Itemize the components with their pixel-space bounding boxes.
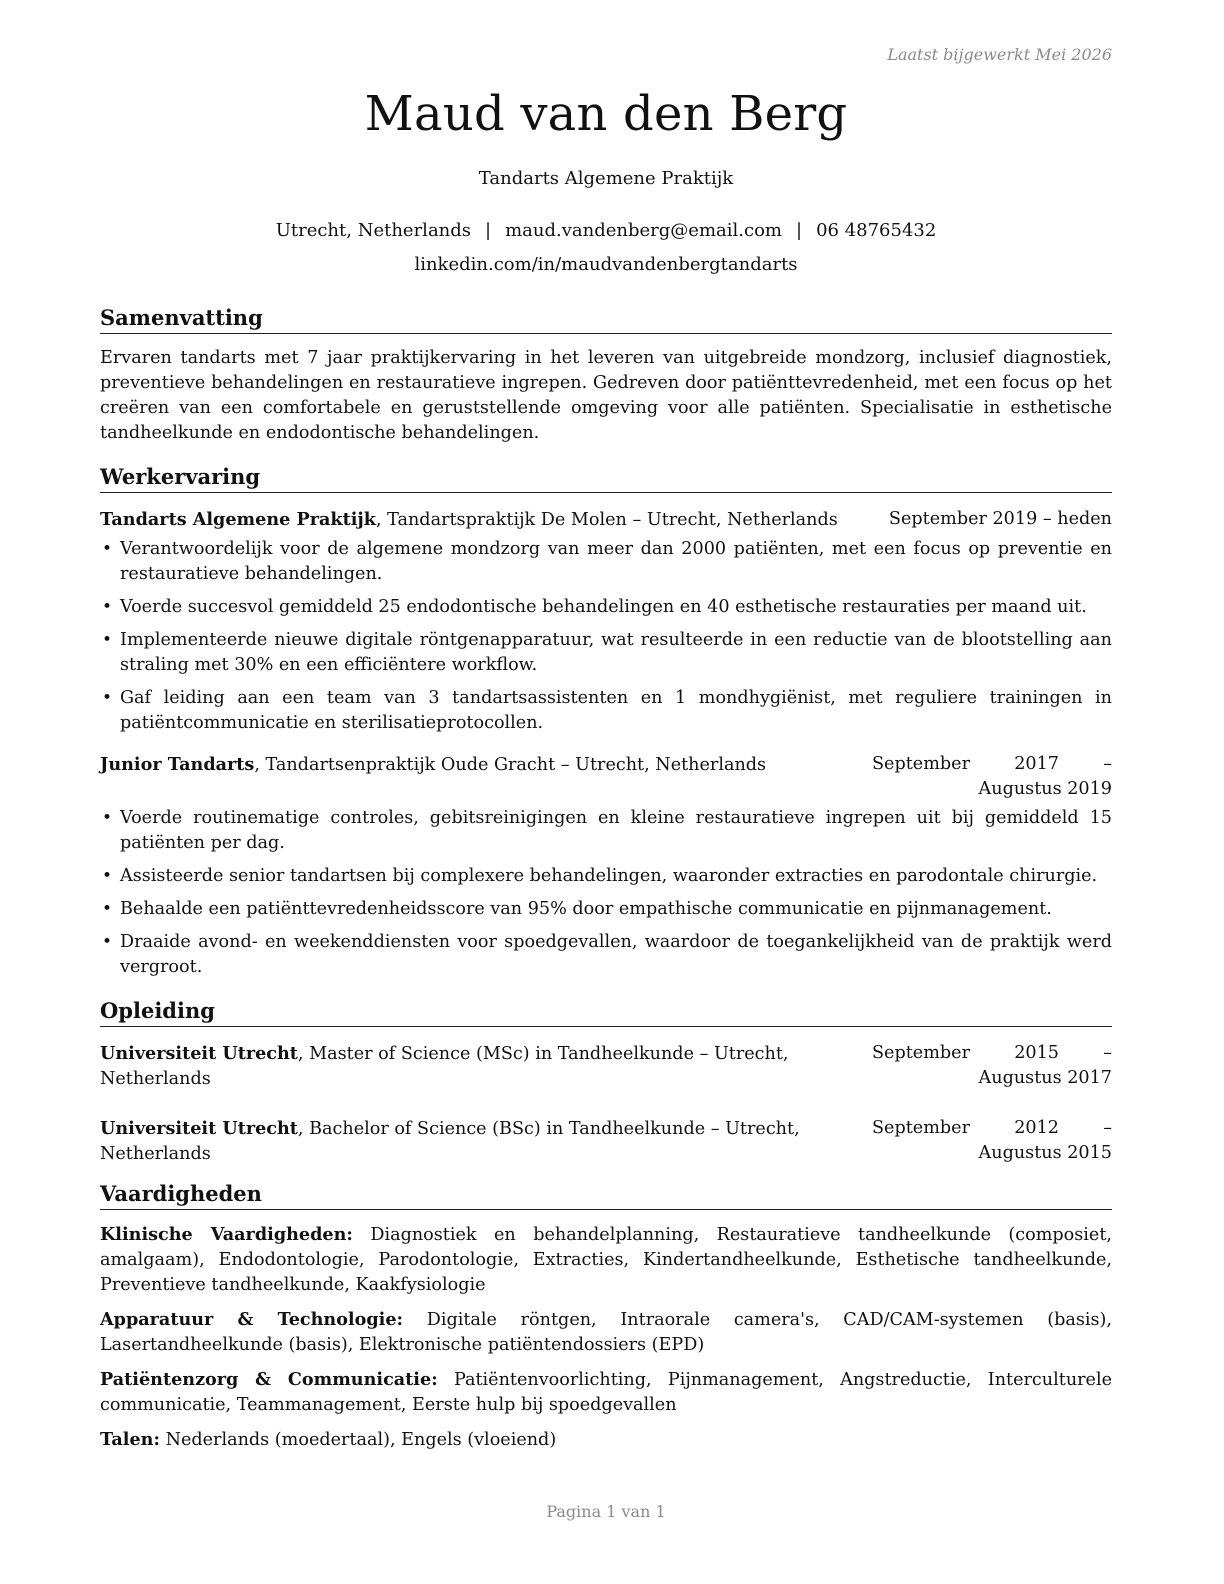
- job-header: [100, 752, 1112, 802]
- linkedin-link[interactable]: linkedin.com/in/maudvandenbergtandarts: [414, 254, 798, 275]
- bullet-icon: •: [102, 899, 113, 919]
- education-title-line: [100, 1116, 872, 1167]
- list-item: [100, 930, 1112, 980]
- bullet-icon: •: [102, 866, 113, 886]
- list-item: [100, 897, 1112, 922]
- skill-group: [100, 1222, 1112, 1298]
- job-dates: September 2019 – heden: [888, 509, 1112, 529]
- education-dates: September 2015 – Augustus 2017: [872, 1043, 1112, 1088]
- contact-separator: |: [485, 220, 492, 241]
- section-title-experience: Werkervaring: [100, 463, 1112, 493]
- bullet-text: Behaalde een patiënttevredenheidsscore van 95% door empathische communicatie en pijnmanagement.: [120, 899, 1052, 919]
- job-role: Junior Tandarts: [100, 754, 255, 775]
- education-entry: [100, 1041, 1112, 1092]
- bullet-text: Voerde routinematige controles, gebitsreinigingen en kleine restauratieve ingrepen uit bij gemiddeld 15 patiënten per dag.: [120, 808, 1112, 853]
- education-title-line: [100, 1041, 872, 1092]
- resume-page: [100, 0, 1112, 1584]
- skill-text: Digitale röntgen, Intraorale camera's, CAD/CAM-systemen (basis), Lasertandheelkunde (basis), Elektronische patiëntendossiers (EPD): [100, 1310, 1112, 1355]
- bullet-icon: •: [102, 597, 113, 617]
- list-item: [100, 686, 1112, 736]
- list-item: [100, 628, 1112, 678]
- list-item: [100, 864, 1112, 889]
- job-title-line: [100, 752, 872, 778]
- skill-text: Nederlands (moedertaal), Engels (vloeiend): [165, 1430, 557, 1450]
- section-title-summary: Samenvatting: [100, 304, 1112, 334]
- list-item: [100, 806, 1112, 856]
- contact-location: Utrecht, Netherlands: [275, 220, 472, 241]
- skills-list: [100, 1222, 1112, 1453]
- job-employer: , Tandartspraktijk De Molen – Utrecht, Netherlands: [375, 510, 838, 530]
- skill-group: [100, 1367, 1112, 1418]
- contact-email[interactable]: maud.vandenberg@email.com: [505, 220, 782, 241]
- skill-text: Diagnostiek en behandelplanning, Restauratieve tandheelkunde (composiet, amalgaam), Endodontologie, Parodontologie, Extracties, Kindertandheelkunde, Esthetische tandheelkunde, Preventieve tandheelkunde, Kaakfysiologie: [100, 1225, 1113, 1295]
- education-section: [100, 997, 1112, 1167]
- bullet-text: Implementeerde nieuwe digitale röntgenapparatuur, wat resulteerde in een reductie van de blootstelling aan straling met 30% en een efficiëntere workflow.: [120, 630, 1112, 675]
- job-header: [100, 507, 1112, 533]
- bullet-icon: •: [102, 688, 113, 708]
- experience-section: [100, 463, 1112, 988]
- education-degree: , Master of Science (MSc) in Tandheelkunde – Utrecht, Netherlands: [100, 1044, 789, 1089]
- bullet-text: Assisteerde senior tandartsen bij complexere behandelingen, waaronder extracties en parodontale chirurgie.: [120, 866, 1098, 886]
- job-employer: , Tandartsenpraktijk Oude Gracht – Utrecht, Netherlands: [254, 755, 767, 775]
- job-role: Tandarts Algemene Praktijk: [100, 509, 376, 530]
- skill-label: Apparatuur & Technologie:: [100, 1309, 404, 1330]
- section-title-skills: Vaardigheden: [100, 1180, 1112, 1210]
- job-title: Tandarts Algemene Praktijk: [478, 168, 734, 189]
- bullet-text: Gaf leiding aan een team van 3 tandartsassistenten en 1 mondhygiënist, met reguliere trainingen in patiëntcommunicatie en sterilisatieprotocollen.: [120, 688, 1112, 733]
- education-dates: September 2012 – Augustus 2015: [872, 1118, 1112, 1163]
- list-item: [100, 595, 1112, 620]
- education-entry: [100, 1116, 1112, 1167]
- education-school: Universiteit Utrecht: [100, 1043, 298, 1064]
- contact-phone: 06 48765432: [816, 220, 937, 241]
- education-degree: , Bachelor of Science (BSc) in Tandheelkunde – Utrecht, Netherlands: [100, 1119, 800, 1164]
- job-title-line: [100, 507, 889, 533]
- job-entry: [100, 507, 1112, 736]
- list-item: [100, 537, 1112, 587]
- education-school: Universiteit Utrecht: [100, 1118, 298, 1139]
- job-bullets: [100, 806, 1112, 980]
- job-entry: [100, 752, 1112, 980]
- skill-label: Talen:: [100, 1429, 160, 1450]
- skill-text: Patiëntenvoorlichting, Pijnmanagement, Angstreductie, Interculturele communicatie, Teammanagement, Eerste hulp bij spoedgevallen: [100, 1370, 1113, 1415]
- page-number: Pagina 1 van 1: [546, 1502, 666, 1521]
- bullet-text: Draaide avond- en weekenddiensten voor spoedgevallen, waardoor de toegankelijkheid van de praktijk werd vergroot.: [120, 932, 1112, 977]
- skill-group: [100, 1427, 1112, 1453]
- bullet-icon: •: [102, 808, 113, 828]
- last-updated: Laatst bijgewerkt Mei 2026: [887, 45, 1112, 64]
- job-dates: September 2017 – Augustus 2019: [872, 754, 1112, 799]
- contact-line: [100, 220, 1112, 241]
- bullet-text: Voerde succesvol gemiddeld 25 endodontische behandelingen en 40 esthetische restauraties per maand uit.: [120, 597, 1087, 617]
- contact-separator: |: [795, 220, 803, 241]
- summary-section: [100, 304, 1112, 446]
- skill-label: Klinische Vaardigheden:: [100, 1224, 353, 1245]
- bullet-text: Verantwoordelijk voor de algemene mondzorg van meer dan 2000 patiënten, met een focus op preventie en restauratieve behandelingen.: [120, 539, 1112, 584]
- section-title-education: Opleiding: [100, 997, 1112, 1027]
- bullet-icon: •: [102, 539, 113, 559]
- bullet-icon: •: [102, 932, 113, 952]
- bullet-icon: •: [102, 630, 113, 650]
- candidate-name: Maud van den Berg: [364, 86, 848, 142]
- skills-section: [100, 1180, 1112, 1462]
- job-bullets: [100, 537, 1112, 736]
- skill-group: [100, 1307, 1112, 1358]
- summary-text: Ervaren tandarts met 7 jaar praktijkervaring in het leveren van uitgebreide mondzorg, inclusief diagnostiek, preventieve behandelingen en restauratieve ingrepen. Gedreven door patiënttevredenheid, met een focus op het creëren van een comfortabele en geruststellende omgeving voor alle patiënten. Specialisatie in esthetische tandheelkunde en endodontische behandelingen.: [100, 348, 1112, 443]
- skill-label: Patiëntenzorg & Communicatie:: [100, 1369, 438, 1390]
